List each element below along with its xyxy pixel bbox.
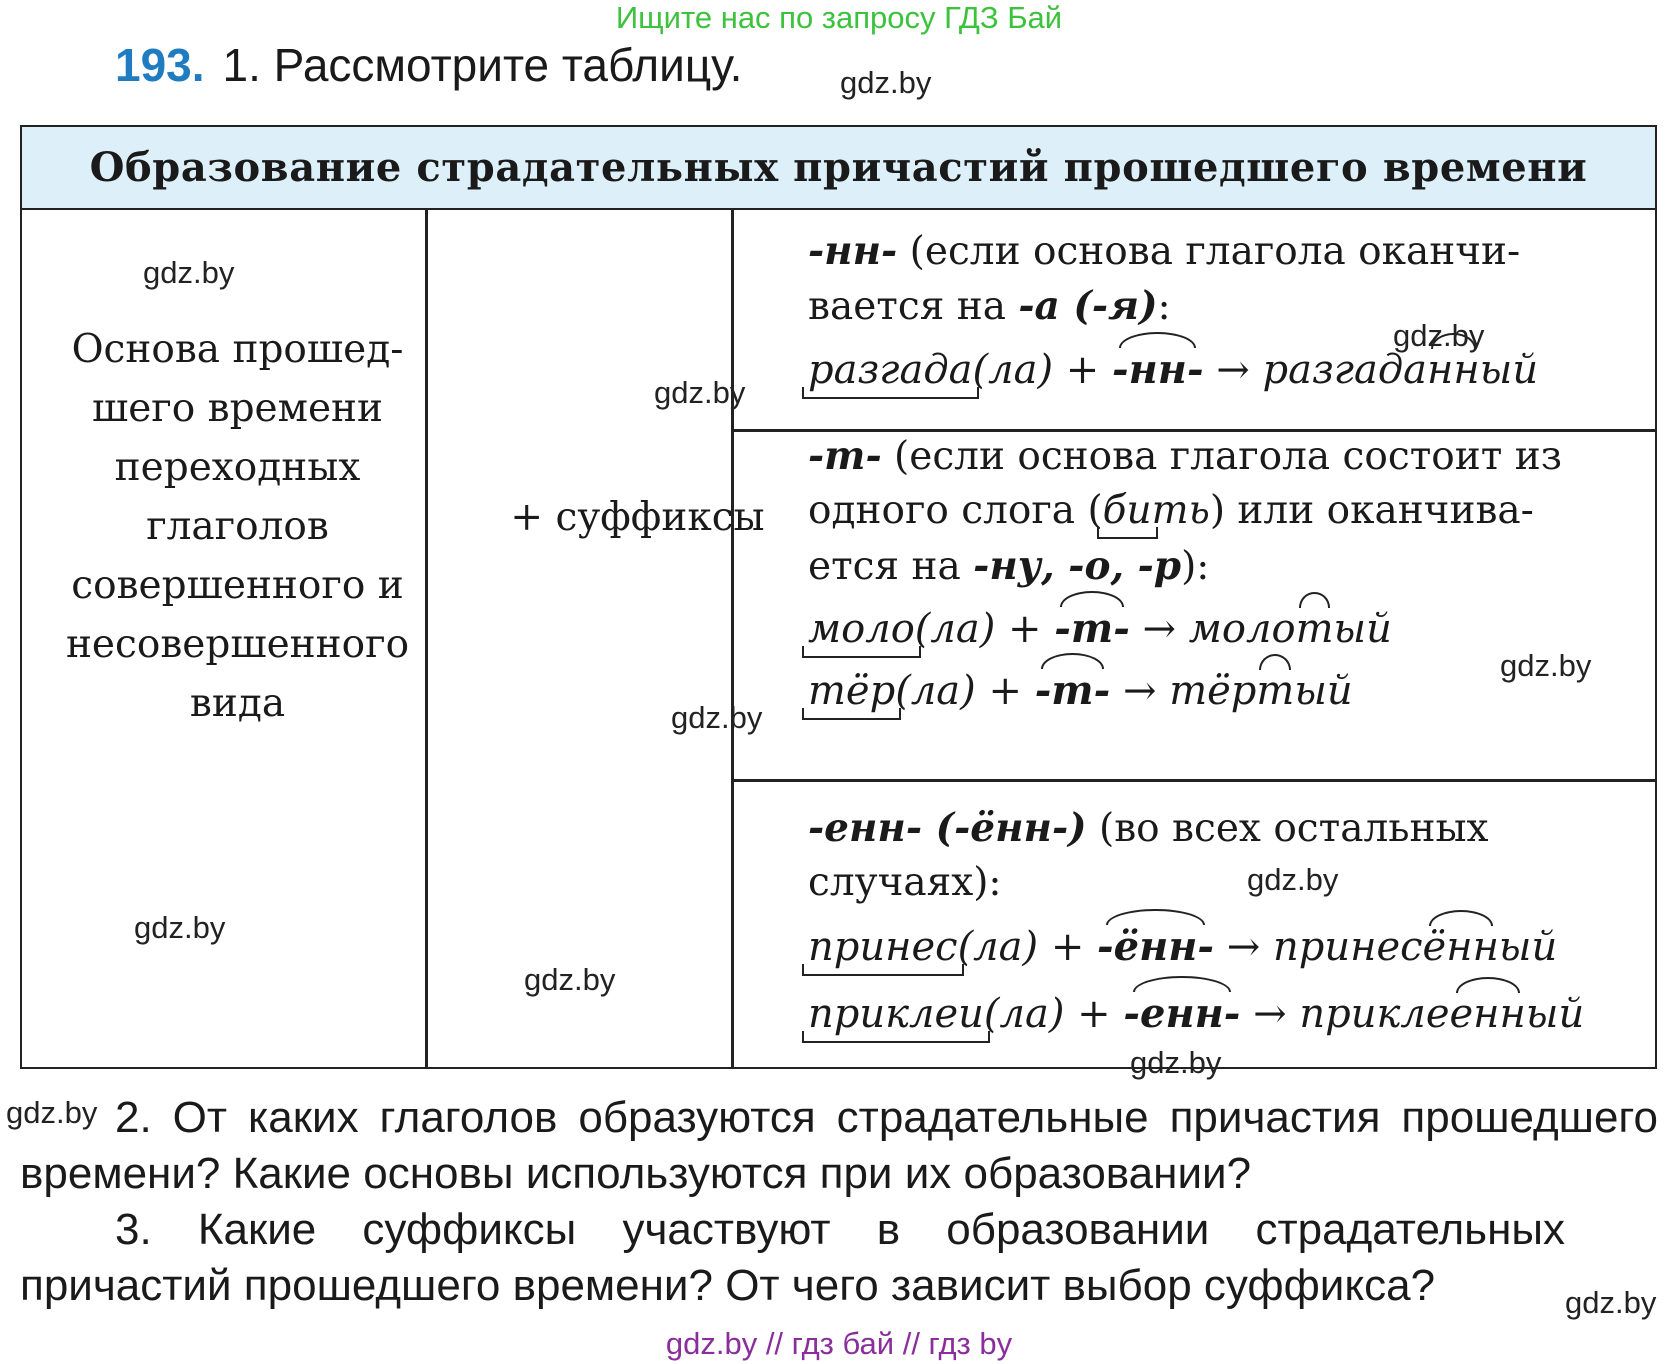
arrow: → [1253,991,1287,1037]
watermark: gdz.by [840,65,932,100]
result-stem: прикле [1299,991,1450,1037]
cell-suffix-enn [808,805,1628,1045]
suffix-t: -т- [808,433,882,479]
stem-mark: принес [808,924,958,970]
rule-text: (во всех остальных [1099,806,1489,851]
watermark: gdz.by [134,910,226,945]
result-suffix: енн [1449,991,1526,1037]
watermark: gdz.by [1393,318,1485,353]
rule-text: вается на [808,284,1006,329]
top-banner[interactable]: Ищите нас по запросу ГДЗ Бай [615,0,1063,35]
result-suffix: ённ [1422,924,1499,970]
plus-sign: + [1077,991,1111,1037]
result-suffix: т [1256,668,1295,714]
watermark: gdz.by [524,962,616,997]
result-ending: ый [1294,668,1353,714]
verb-ending: (ла) [972,347,1054,393]
rule-text: (если основа глагола состоит из [894,434,1562,479]
stem-mark: тёр [808,668,896,714]
watermark: gdz.by [143,255,235,290]
cell-suffix-nn [808,228,1628,418]
arrow: → [1122,668,1157,714]
result-ending: ый [1498,924,1558,970]
plus-sign: + [1050,924,1085,970]
result-ending: ый [1333,606,1392,652]
rule-text: : [1157,284,1171,329]
row-divider-1 [731,429,1655,432]
suffix-nn: -нн- [808,228,898,274]
verb-ending: (ла) [895,668,976,714]
stem-line: вида [189,681,286,726]
plus-sign: + [988,668,1022,714]
result-stem: моло [1188,606,1296,652]
suffix-mark: -нн- [1112,346,1204,393]
watermark: gdz.by [671,700,763,735]
suffixes-label: + суффиксы [510,495,765,540]
rule-text: ): [1181,544,1210,589]
row-divider-2 [731,779,1655,782]
watermark: gdz.by [1500,648,1592,683]
table-title: Образование страдательных причастий прошедшего времени [22,127,1655,210]
result-stem: разгада [1262,347,1428,393]
rule-text: ) или оканчива- [1209,488,1534,533]
ending-a-ya: -а (-я) [1018,283,1158,329]
exercise-number: 193. [115,39,205,91]
result-ending: ый [1525,991,1585,1037]
arrow: → [1142,606,1177,652]
cell-suffix-t [808,433,1628,733]
verb-ending: ть [1151,488,1210,533]
plus-sign: + [1008,606,1042,652]
watermark: gdz.by [1565,1285,1657,1320]
watermark: gdz.by [654,375,746,410]
verb-ending: (ла) [957,924,1039,970]
rule-text: одного слога ( [808,488,1103,533]
endings-nu-o-r: -ну, -о, -р [973,543,1182,589]
stem-description [20,320,455,733]
example-prinesenny [808,923,1557,970]
stem-mark: би [1102,488,1152,533]
plus-sign: + [1065,347,1100,393]
rule-text: (если основа глагола оканчи- [909,229,1521,274]
verb-ending: (ла) [983,991,1065,1037]
stem-line: глаголов [146,504,329,549]
footer-watermark[interactable]: gdz.by // гдз бай // гдз by [665,1326,1013,1361]
suffix-mark: -т- [1034,667,1111,714]
stem-mark: разгада [808,347,973,393]
stem-mark: приклеи [808,991,984,1037]
example-prikleenny [808,990,1584,1037]
stem-line: шего времени [91,386,384,431]
result-suffix: т [1295,606,1334,652]
result-stem: тёр [1169,668,1257,714]
stem-line: несовершенного [65,622,410,667]
verb-ending: (ла) [914,606,996,652]
suffix-enn: -енн- (-ённ-) [808,805,1087,851]
rule-text: случаях): [808,860,1002,905]
result-stem: принес [1272,924,1423,970]
watermark: gdz.by [6,1095,98,1130]
question-3: 3. Какие суффиксы участвуют в образовании страдательных причастий прошедшего времени? От чего зависит выбор суффикса? [20,1205,1565,1310]
stem-line: совершенного и [71,563,404,608]
suffix-mark: -т- [1054,605,1130,652]
result-ending: ый [1479,347,1539,393]
stem-mark: моло [808,606,915,652]
column-divider-2 [731,208,734,1067]
arrow: → [1226,924,1261,970]
example-moloty [808,605,1392,652]
suffix-mark: -енн- [1123,990,1241,1037]
watermark: gdz.by [1130,1045,1222,1080]
rule-text: ется на [808,544,961,589]
example-terty [808,667,1353,714]
result-suffix: нн [1427,347,1480,393]
stem-line: переходных [114,445,361,490]
arrow: → [1216,347,1250,393]
task-1-text: 1. Рассмотрите таблицу. [222,39,743,91]
question-2: 2. От каких глаголов образуются страдательные причастия прошедшего времени? Какие основы используются при их образовании? [20,1093,1658,1198]
suffix-mark: -ённ- [1097,923,1215,970]
stem-line: Основа прошед- [71,327,404,372]
exercise-heading [115,38,742,92]
watermark: gdz.by [1247,862,1339,897]
